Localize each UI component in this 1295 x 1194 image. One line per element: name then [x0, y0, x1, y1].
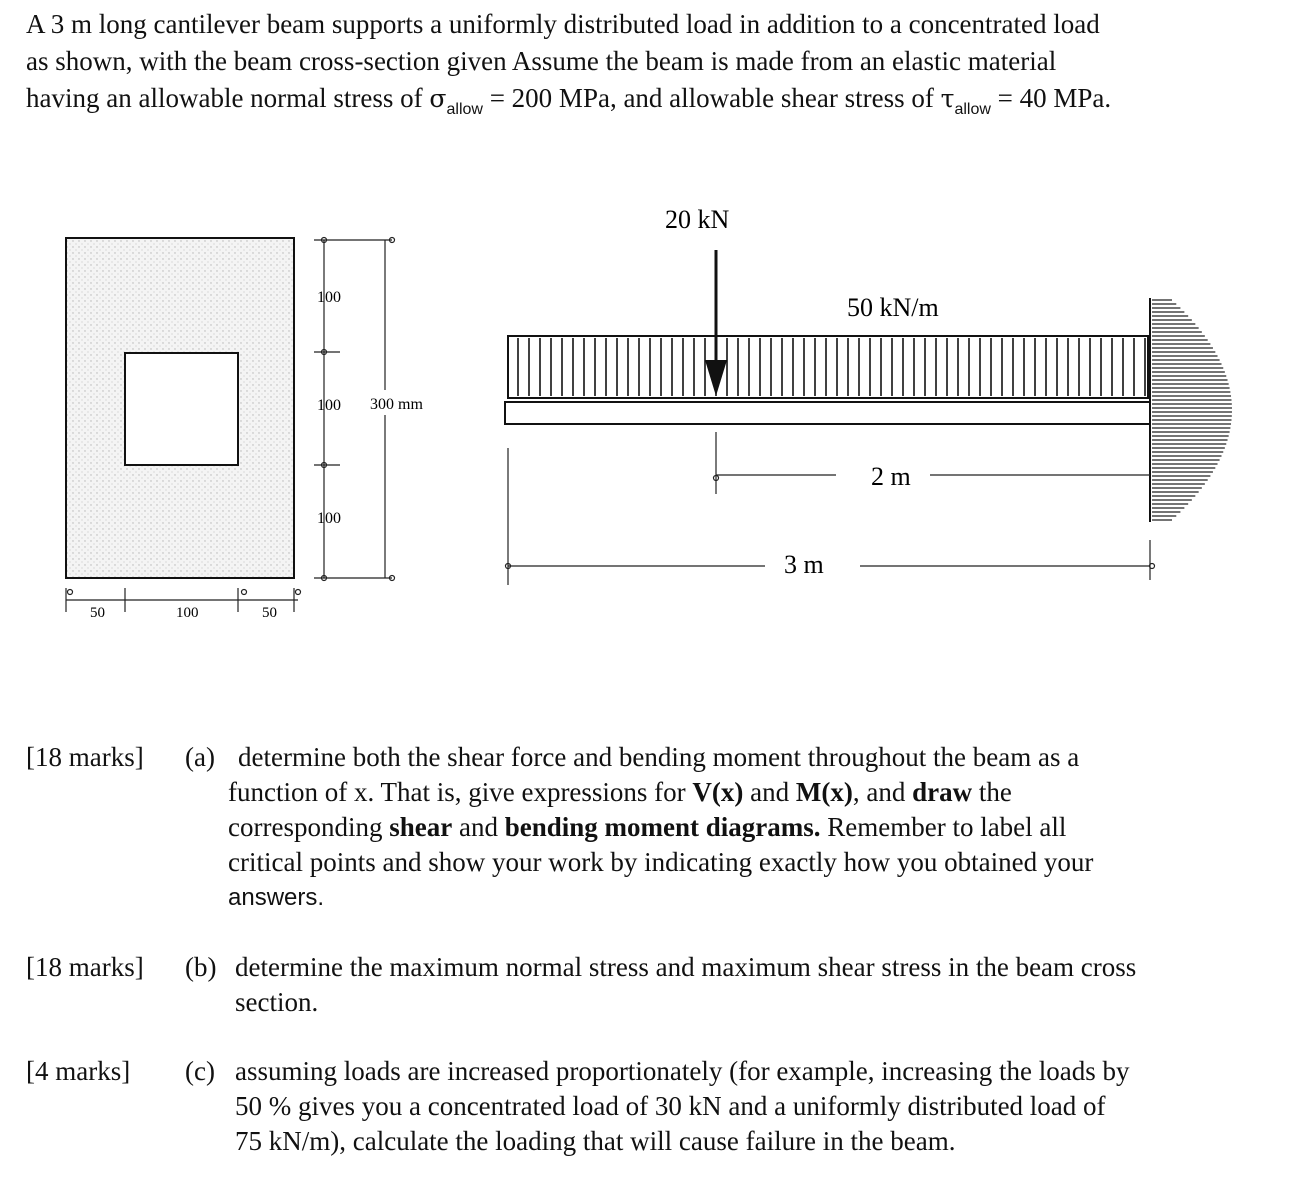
dim-3m-line: [506, 448, 1155, 585]
question-b: [0, 950, 1295, 1030]
sigma-value: = 200 MPa, and allowable shear stress of: [482, 83, 941, 113]
question-c-line-1: assuming loads are increased proportionately (for example, increasing the loads by: [235, 1056, 1130, 1086]
question-b-line-1: determine the maximum normal stress and maximum shear stress in the beam cross: [235, 952, 1137, 982]
question-c-line-2: 50 % gives you a concentrated load of 30 kN and a uniformly distributed load of: [235, 1091, 1106, 1121]
dim-bottom-label: 100: [317, 510, 341, 527]
intro-line-3: [26, 80, 1276, 121]
fixed-support: [1150, 298, 1232, 522]
question-a-text-7: and: [452, 812, 505, 842]
dim-2m-label: 2 m: [871, 462, 911, 491]
question-c-line-3: 75 kN/m), calculate the loading that will cause failure in the beam.: [235, 1126, 956, 1156]
question-c-marks: [4 marks]: [26, 1056, 131, 1086]
question-a-text-5: the: [972, 777, 1012, 807]
beam-figure: [0, 160, 1295, 640]
dim-3m-label: 3 m: [784, 550, 824, 579]
dim-mid-label: 100: [317, 397, 341, 414]
intro-line-2: as shown, with the beam cross-section given Assume the beam is made from an elastic material: [26, 46, 1057, 76]
question-a-letter: (a): [185, 742, 215, 772]
question-b-line-2: section.: [235, 987, 319, 1017]
cross-section-hollow: [125, 353, 238, 465]
sigma-symbol: σ: [429, 84, 447, 113]
dim-left-label: 50: [90, 605, 105, 621]
question-a-line-5: answers.: [228, 884, 325, 911]
question-b-text: [235, 950, 1285, 1020]
mx-term: M(x): [795, 777, 853, 807]
dim-2m-line: [714, 432, 1151, 494]
distributed-load-block: [508, 336, 1148, 398]
question-a-line-4: critical points and show your work by indicating exactly how you obtained your: [228, 847, 1094, 877]
point-load-label: 20 kN: [665, 205, 730, 234]
draw-term: draw: [912, 777, 973, 807]
distributed-load-label: 50 kN/m: [847, 293, 939, 322]
cross-section: [66, 238, 423, 622]
dim-total-label: 300 mm: [370, 396, 423, 413]
question-b-marks: [18 marks]: [26, 952, 144, 982]
intro-line-3-prefix: having an allowable normal stress of: [26, 83, 430, 113]
distributed-load-lines: [518, 338, 1145, 396]
dim-right-label: 50: [262, 605, 277, 621]
question-c: [0, 1054, 1295, 1174]
question-a-line-2: [228, 775, 1268, 810]
point-load-arrow: [705, 250, 727, 396]
question-a-line-1: determine both the shear force and bending moment throughout the beam as a: [238, 742, 1080, 772]
question-c-letter: (c): [185, 1056, 215, 1086]
dim-top-label: 100: [317, 289, 341, 306]
tau-value: = 40 MPa.: [990, 83, 1112, 113]
question-a-text-4: , and: [852, 777, 913, 807]
intro-line-1: A 3 m long cantilever beam supports a uniformly distributed load in addition to a concentrated load: [26, 9, 1100, 39]
tau-symbol: τ: [940, 84, 955, 113]
beam-body: [505, 402, 1150, 424]
dim-center-label: 100: [176, 605, 199, 621]
cantilever-beam: [505, 205, 1232, 585]
question-b-letter: (b): [185, 952, 217, 982]
question-a-text-3: and: [743, 777, 796, 807]
tau-subscript: allow: [954, 101, 991, 118]
question-a-text-8: Remember to label all: [820, 812, 1067, 842]
question-a: [0, 740, 1295, 920]
problem-statement: [26, 6, 1276, 121]
bending-moment-term: bending moment diagrams.: [504, 812, 821, 842]
question-a-text: [228, 740, 1268, 915]
vx-term: V(x): [692, 777, 744, 807]
question-c-text: [235, 1054, 1285, 1159]
question-a-marks: [18 marks]: [26, 742, 144, 772]
sigma-subscript: allow: [446, 101, 483, 118]
shear-term: shear: [389, 812, 453, 842]
question-a-text-6: corresponding: [228, 812, 390, 842]
question-a-line-3: [228, 810, 1268, 845]
question-a-text-2: function of x. That is, give expressions for: [228, 777, 693, 807]
